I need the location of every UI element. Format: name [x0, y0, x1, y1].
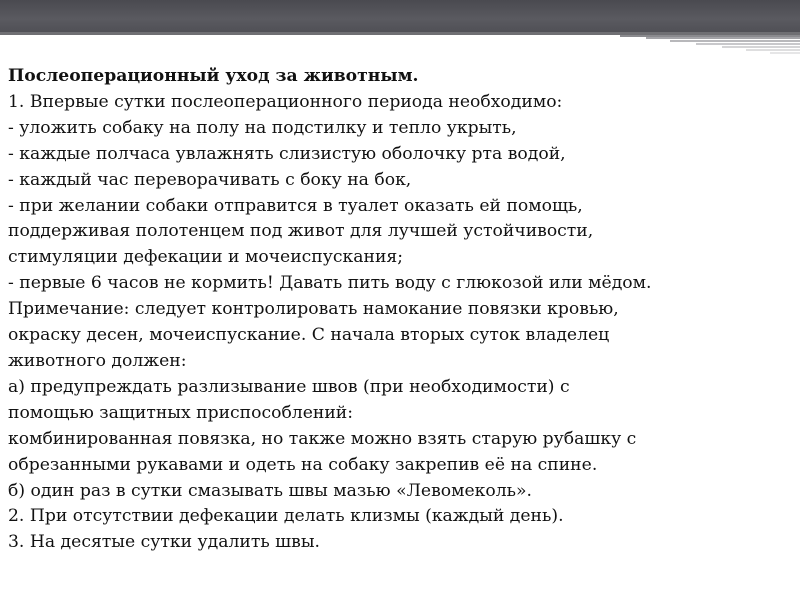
text-line: - уложить собаку на полу на подстилку и тепло укрыть,	[8, 117, 517, 138]
text-line: - каждые полчаса увлажнять слизистую оболочку рта водой,	[8, 143, 566, 164]
text-line: 1. Впервые сутки послеоперационного периода необходимо:	[8, 91, 563, 112]
text-line: - каждый час переворачивать с боку на бок,	[8, 169, 412, 190]
text-line: стимуляции дефекации и мочеиспускания;	[8, 247, 404, 268]
text-line: животного должен:	[8, 350, 187, 371]
text-line: поддерживая полотенцем под живот для лучшей устойчивости,	[8, 221, 594, 242]
text-line: 3. На десятые сутки удалить швы.	[8, 532, 320, 553]
slide-title: Послеоперационный уход за животным.	[8, 66, 419, 86]
text-line: обрезанными рукавами и одеть на собаку закрепив её на спине.	[8, 454, 598, 475]
text-line: комбинированная повязка, но также можно взять старую рубашку с	[8, 428, 637, 449]
text-line: помощью защитных приспособлений:	[8, 402, 354, 423]
text-line: 2. При отсутствии дефекации делать клизмы (каждый день).	[8, 506, 564, 527]
text-line: Примечание: следует контролировать намокание повязки кровью,	[8, 299, 619, 320]
text-line: б) один раз в сутки смазывать швы мазью «Левомеколь».	[8, 480, 533, 501]
text-line: - при желании собаки отправится в туалет оказать ей помощь,	[8, 195, 583, 216]
text-line: окраску десен, мочеиспускание. С начала вторых суток владелец	[8, 325, 610, 346]
text-line: - первые 6 часов не кормить! Давать пить воду с глюкозой или мёдом.	[8, 273, 652, 294]
text-line: а) предупреждать разлизывание швов (при необходимости) с	[8, 376, 570, 397]
corner-decoration	[470, 35, 800, 63]
header-band	[0, 0, 800, 32]
slide-body	[8, 64, 788, 556]
